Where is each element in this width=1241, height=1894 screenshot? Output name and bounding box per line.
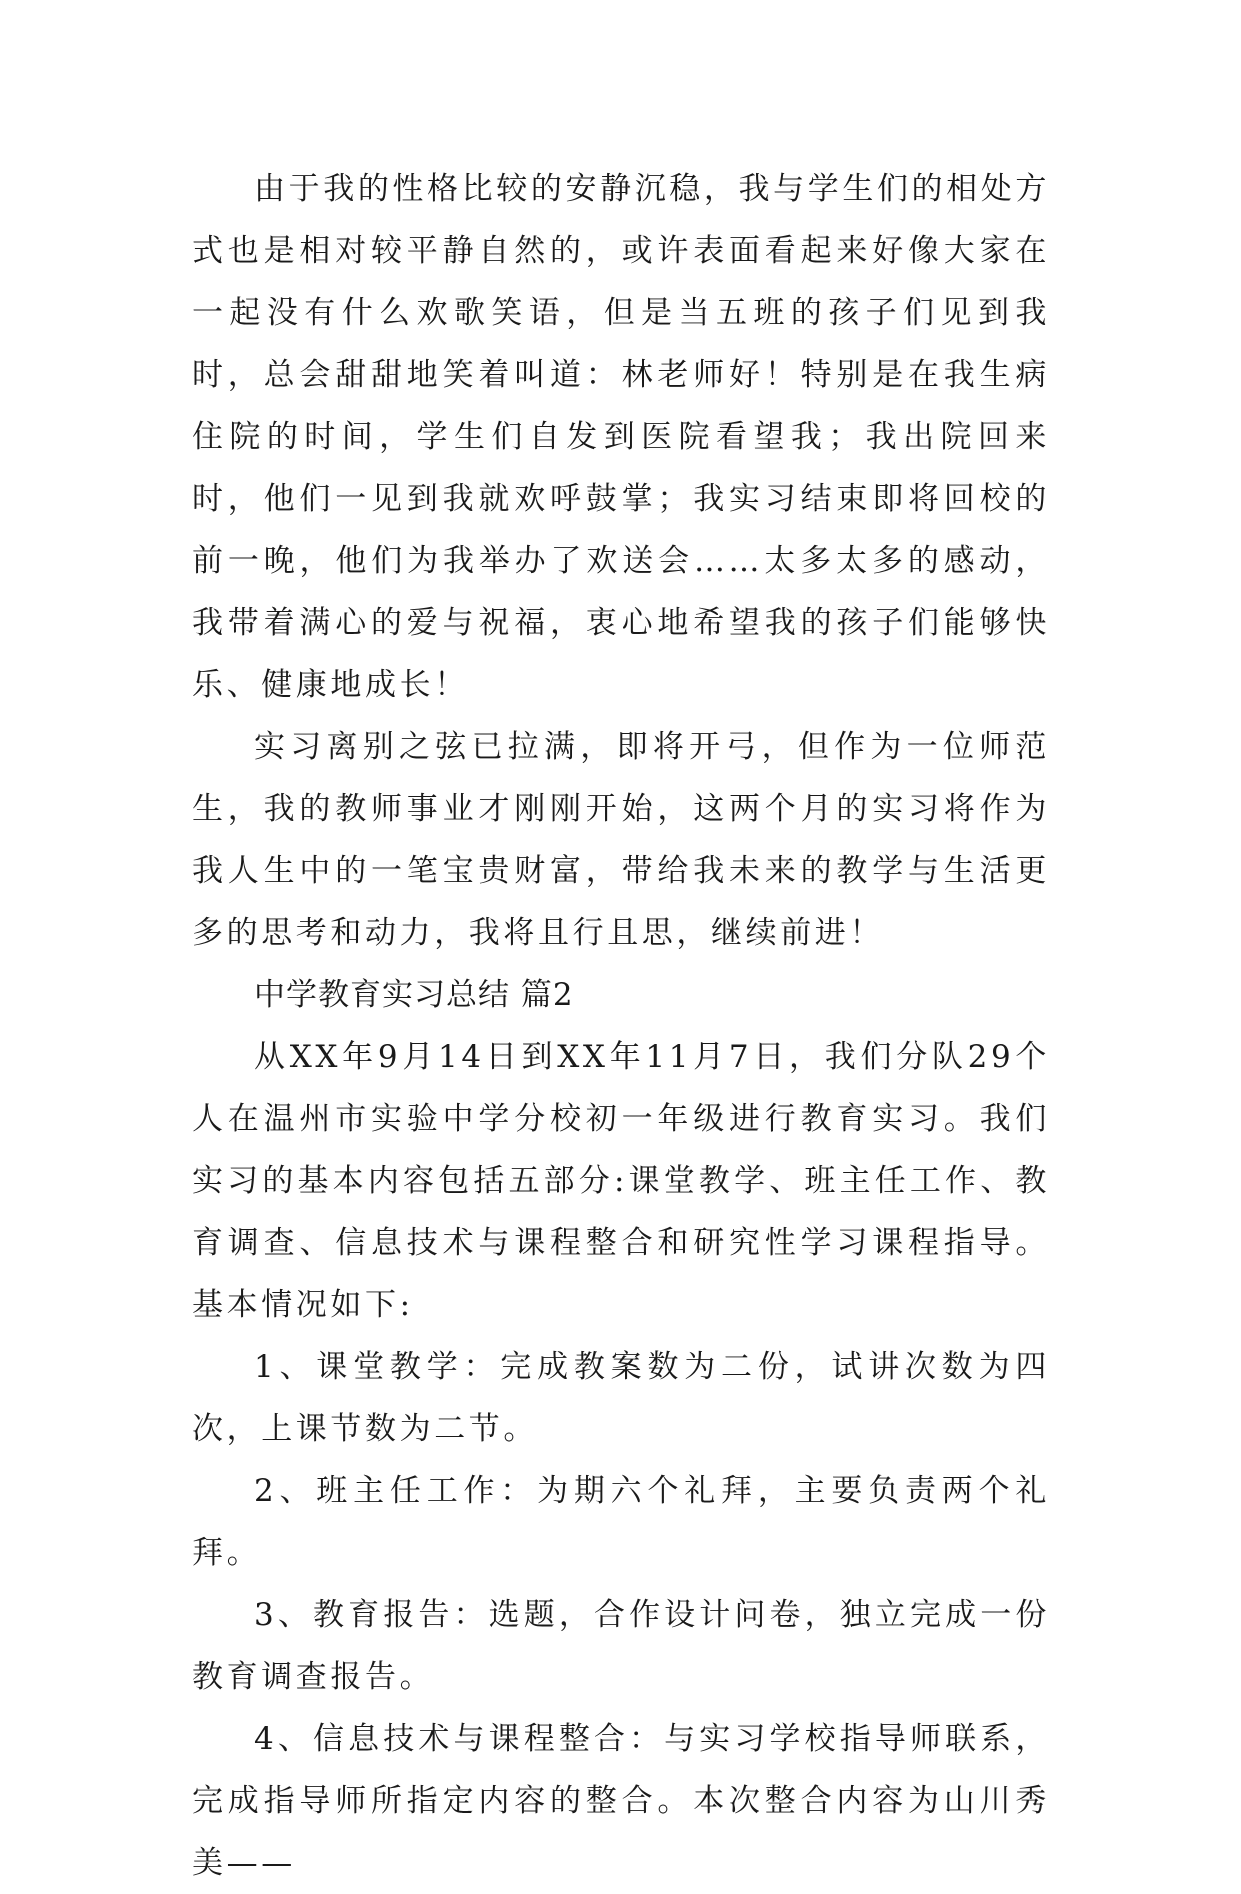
list-item-it-integration: 4、信息技术与课程整合：与实习学校指导师联系，完成指导师所指定内容的整合。本次整合内容为山川秀美—— <box>192 1721 1050 1881</box>
paragraph-internship-overview: 从XX年9月14日到XX年11月7日，我们分队29个人在温州市实验中学分校初一年级进行教育实习。我们实习的基本内容包括五部分:课堂教学、班主任工作、教育调查、信息技术与课程整合和研究性学习课程指导。基本情况如下: <box>192 1039 1050 1323</box>
section-heading: 中学教育实习总结 篇2 <box>254 977 574 1013</box>
list-item-classroom-teaching: 1、课堂教学：完成教案数为二份，试讲次数为四次，上课节数为二节。 <box>192 1349 1050 1447</box>
document-body <box>192 158 1050 1894</box>
list-item-homeroom-work: 2、班主任工作：为期六个礼拜，主要负责两个礼拜。 <box>192 1473 1050 1571</box>
list-item-education-report: 3、教育报告：选题，合作设计问卷，独立完成一份教育调查报告。 <box>192 1597 1050 1695</box>
paragraph-student-relations: 由于我的性格比较的安静沉稳，我与学生们的相处方式也是相对较平静自然的，或许表面看起来好像大家在一起没有什么欢歌笑语，但是当五班的孩子们见到我时，总会甜甜地笑着叫道：林老师好！特别是在我生病住院的时间，学生们自发到医院看望我；我出院回来时，他们一见到我就欢呼鼓掌；我实习结束即将回校的前一晚，他们为我举办了欢送会……太多太多的感动，我带着满心的爱与祝福，衷心地希望我的孩子们能够快乐、健康地成长！ <box>192 171 1050 703</box>
paragraph-farewell: 实习离别之弦已拉满，即将开弓，但作为一位师范生，我的教师事业才刚刚开始，这两个月的实习将作为我人生中的一笔宝贵财富，带给我未来的教学与生活更多的思考和动力，我将且行且思，继续前进！ <box>192 729 1050 951</box>
